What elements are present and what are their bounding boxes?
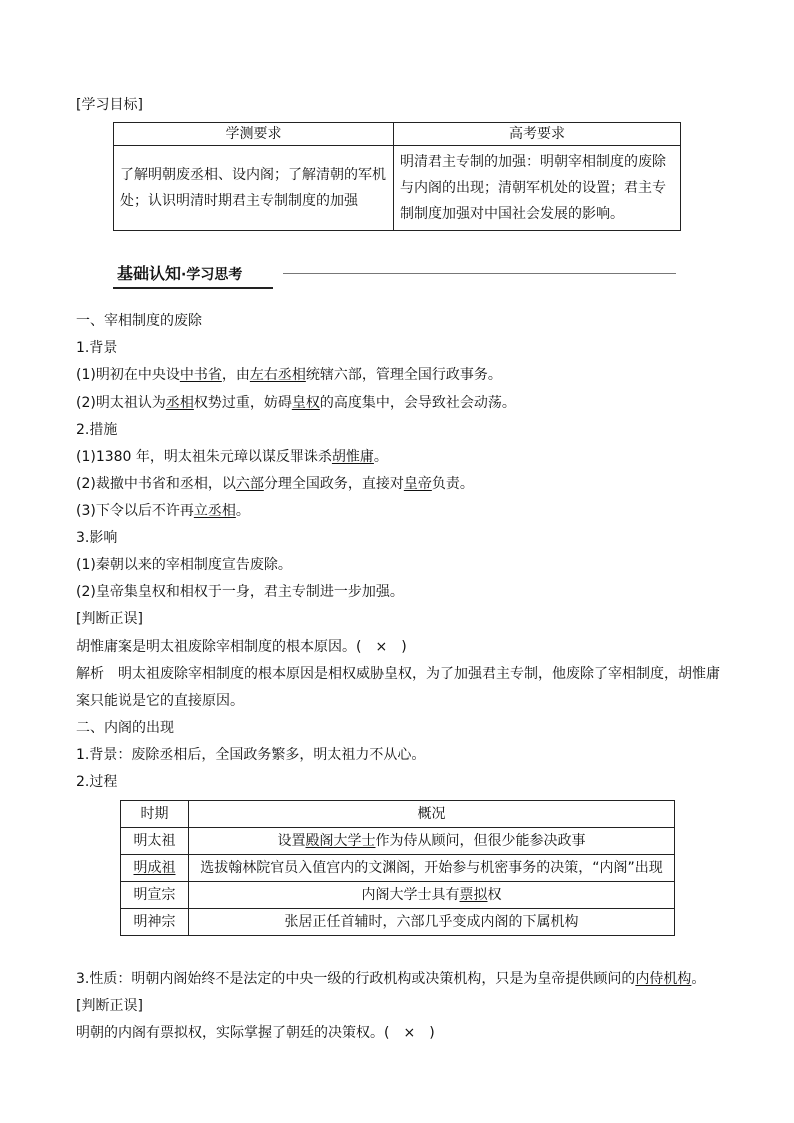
section2-background: 1.背景：废除丞相后，全国政务繁多，明太祖力不从心。 [76, 747, 426, 763]
text-run: 内阁大学士具有 [361, 887, 460, 903]
process-period [121, 855, 189, 882]
section-banner [113, 261, 676, 289]
process-header-period: 时期 [121, 801, 189, 828]
text-run: (2)裁撤中书省和丞相，以 [76, 476, 236, 492]
key-term: 六部 [235, 476, 264, 492]
text-run: ，由 [221, 367, 250, 383]
process-header-overview: 概况 [189, 801, 675, 828]
section1-measures-label: 2.措施 [76, 422, 118, 438]
banner-underline [113, 287, 273, 289]
key-term: 左右丞相 [249, 367, 306, 383]
process-period: 明宣宗 [121, 882, 189, 909]
section1-analysis-line-1 [76, 664, 720, 684]
key-term: 内侍机构 [635, 971, 692, 987]
section2-heading: 二、内阁的出现 [76, 720, 174, 736]
banner-title-main: 基础认知 [117, 264, 182, 283]
section1-measures-item-2 [76, 474, 474, 494]
key-term: 胡惟庸 [331, 449, 374, 465]
objectives-table [113, 122, 681, 231]
banner-subtitle: ·学习思考 [181, 267, 243, 283]
section1-background-label: 1.背景 [76, 340, 118, 356]
text-run: 负责。 [431, 476, 474, 492]
process-overview [189, 828, 675, 855]
key-term: 中书省 [179, 367, 222, 383]
table-row [121, 855, 675, 882]
process-table [120, 800, 675, 936]
objectives-header-gaokao: 高考要求 [394, 123, 681, 146]
banner-rule [283, 273, 676, 274]
process-period: 明太祖 [121, 828, 189, 855]
section1-background-item-1 [76, 365, 502, 385]
key-term: 皇帝 [403, 476, 432, 492]
key-term: 皇权 [291, 395, 320, 411]
key-term: 票拟 [459, 887, 488, 903]
section1-judge-label: [判断正误] [76, 611, 143, 627]
table-row [121, 909, 675, 936]
section1-measures-item-3 [76, 501, 250, 521]
key-term: 殿阁大学士 [305, 833, 376, 849]
objectives-label: [学习目标] [76, 97, 143, 113]
text-run: 的高度集中，会导致社会动荡。 [319, 395, 516, 411]
process-overview: 选拔翰林院官员入值宫内的文渊阁，开始参与机密事务的决策，“内阁”出现 [189, 855, 675, 882]
analysis-label: 解析 [76, 666, 104, 682]
section2-judge-statement: 明朝的内阁有票拟权，实际掌握了朝廷的决策权。( × ) [76, 1025, 435, 1041]
section1-impact-item-2: (2)皇帝集皇权和相权于一身，君主专制进一步加强。 [76, 584, 404, 600]
text-run: (1)明初在中央设 [76, 367, 180, 383]
section1-impact-item-1: (1)秦朝以来的宰相制度宣告废除。 [76, 557, 292, 573]
section2-judge-label: [判断正误] [76, 998, 143, 1014]
text-run: 。 [691, 971, 706, 987]
text-run: 3.性质：明朝内阁始终不是法定的中央一级的行政机构或决策机构，只是为皇帝提供顾问的 [76, 971, 636, 987]
text-run: (3)下令以后不许再 [76, 503, 194, 519]
text-run: (2)明太祖认为 [76, 395, 166, 411]
process-overview: 张居正任首辅时，六部几乎变成内阁的下属机构 [189, 909, 675, 936]
section1-analysis-line-2: 案只能说是它的直接原因。 [76, 693, 244, 709]
key-term: 丞相 [165, 395, 194, 411]
section1-judge-statement: 胡惟庸案是明太祖废除宰相制度的根本原因。( × ) [76, 639, 407, 655]
text-run: 权势过重，妨碍 [193, 395, 292, 411]
objectives-gaokao-cell: 明清君主专制的加强：明朝宰相制度的废除与内阁的出现；清朝军机处的设置；君主专制制度加强对中国社会发展的影响。 [394, 146, 681, 231]
text-run: 分理全国政务，直接对 [263, 476, 404, 492]
text-run: 统辖六部，管理全国行政事务。 [305, 367, 502, 383]
section1-background-item-2 [76, 393, 516, 413]
objectives-xuece-cell: 了解明朝废丞相、设内阁；了解清朝的军机处；认识明清时期君主专制制度的加强 [114, 146, 394, 231]
text-run: 设置 [277, 833, 306, 849]
text-run: 作为侍从顾问，但很少能参决政事 [375, 833, 586, 849]
text-run: 。 [235, 503, 250, 519]
process-period: 明神宗 [121, 909, 189, 936]
section2-nature [76, 969, 705, 989]
table-row [121, 801, 675, 828]
table-row [121, 882, 675, 909]
banner-title [117, 263, 242, 286]
section1-measures-item-1 [76, 447, 388, 467]
process-overview [189, 882, 675, 909]
key-term: 立丞相 [193, 503, 236, 519]
table-row [121, 828, 675, 855]
key-term: 明成祖 [133, 860, 176, 876]
section2-process-label: 2.过程 [76, 774, 118, 790]
section1-heading: 一、宰相制度的废除 [76, 313, 202, 329]
section1-impact-label: 3.影响 [76, 530, 118, 546]
text-run: 。 [373, 449, 388, 465]
text-run: (1)1380 年，明太祖朱元璋以谋反罪诛杀 [76, 449, 332, 465]
text-run: 权 [487, 887, 502, 903]
analysis-text: 明太祖废除宰相制度的根本原因是相权威胁皇权，为了加强君主专制，他废除了宰相制度，胡惟庸 [118, 666, 720, 682]
objectives-header-xuece: 学测要求 [114, 123, 394, 146]
